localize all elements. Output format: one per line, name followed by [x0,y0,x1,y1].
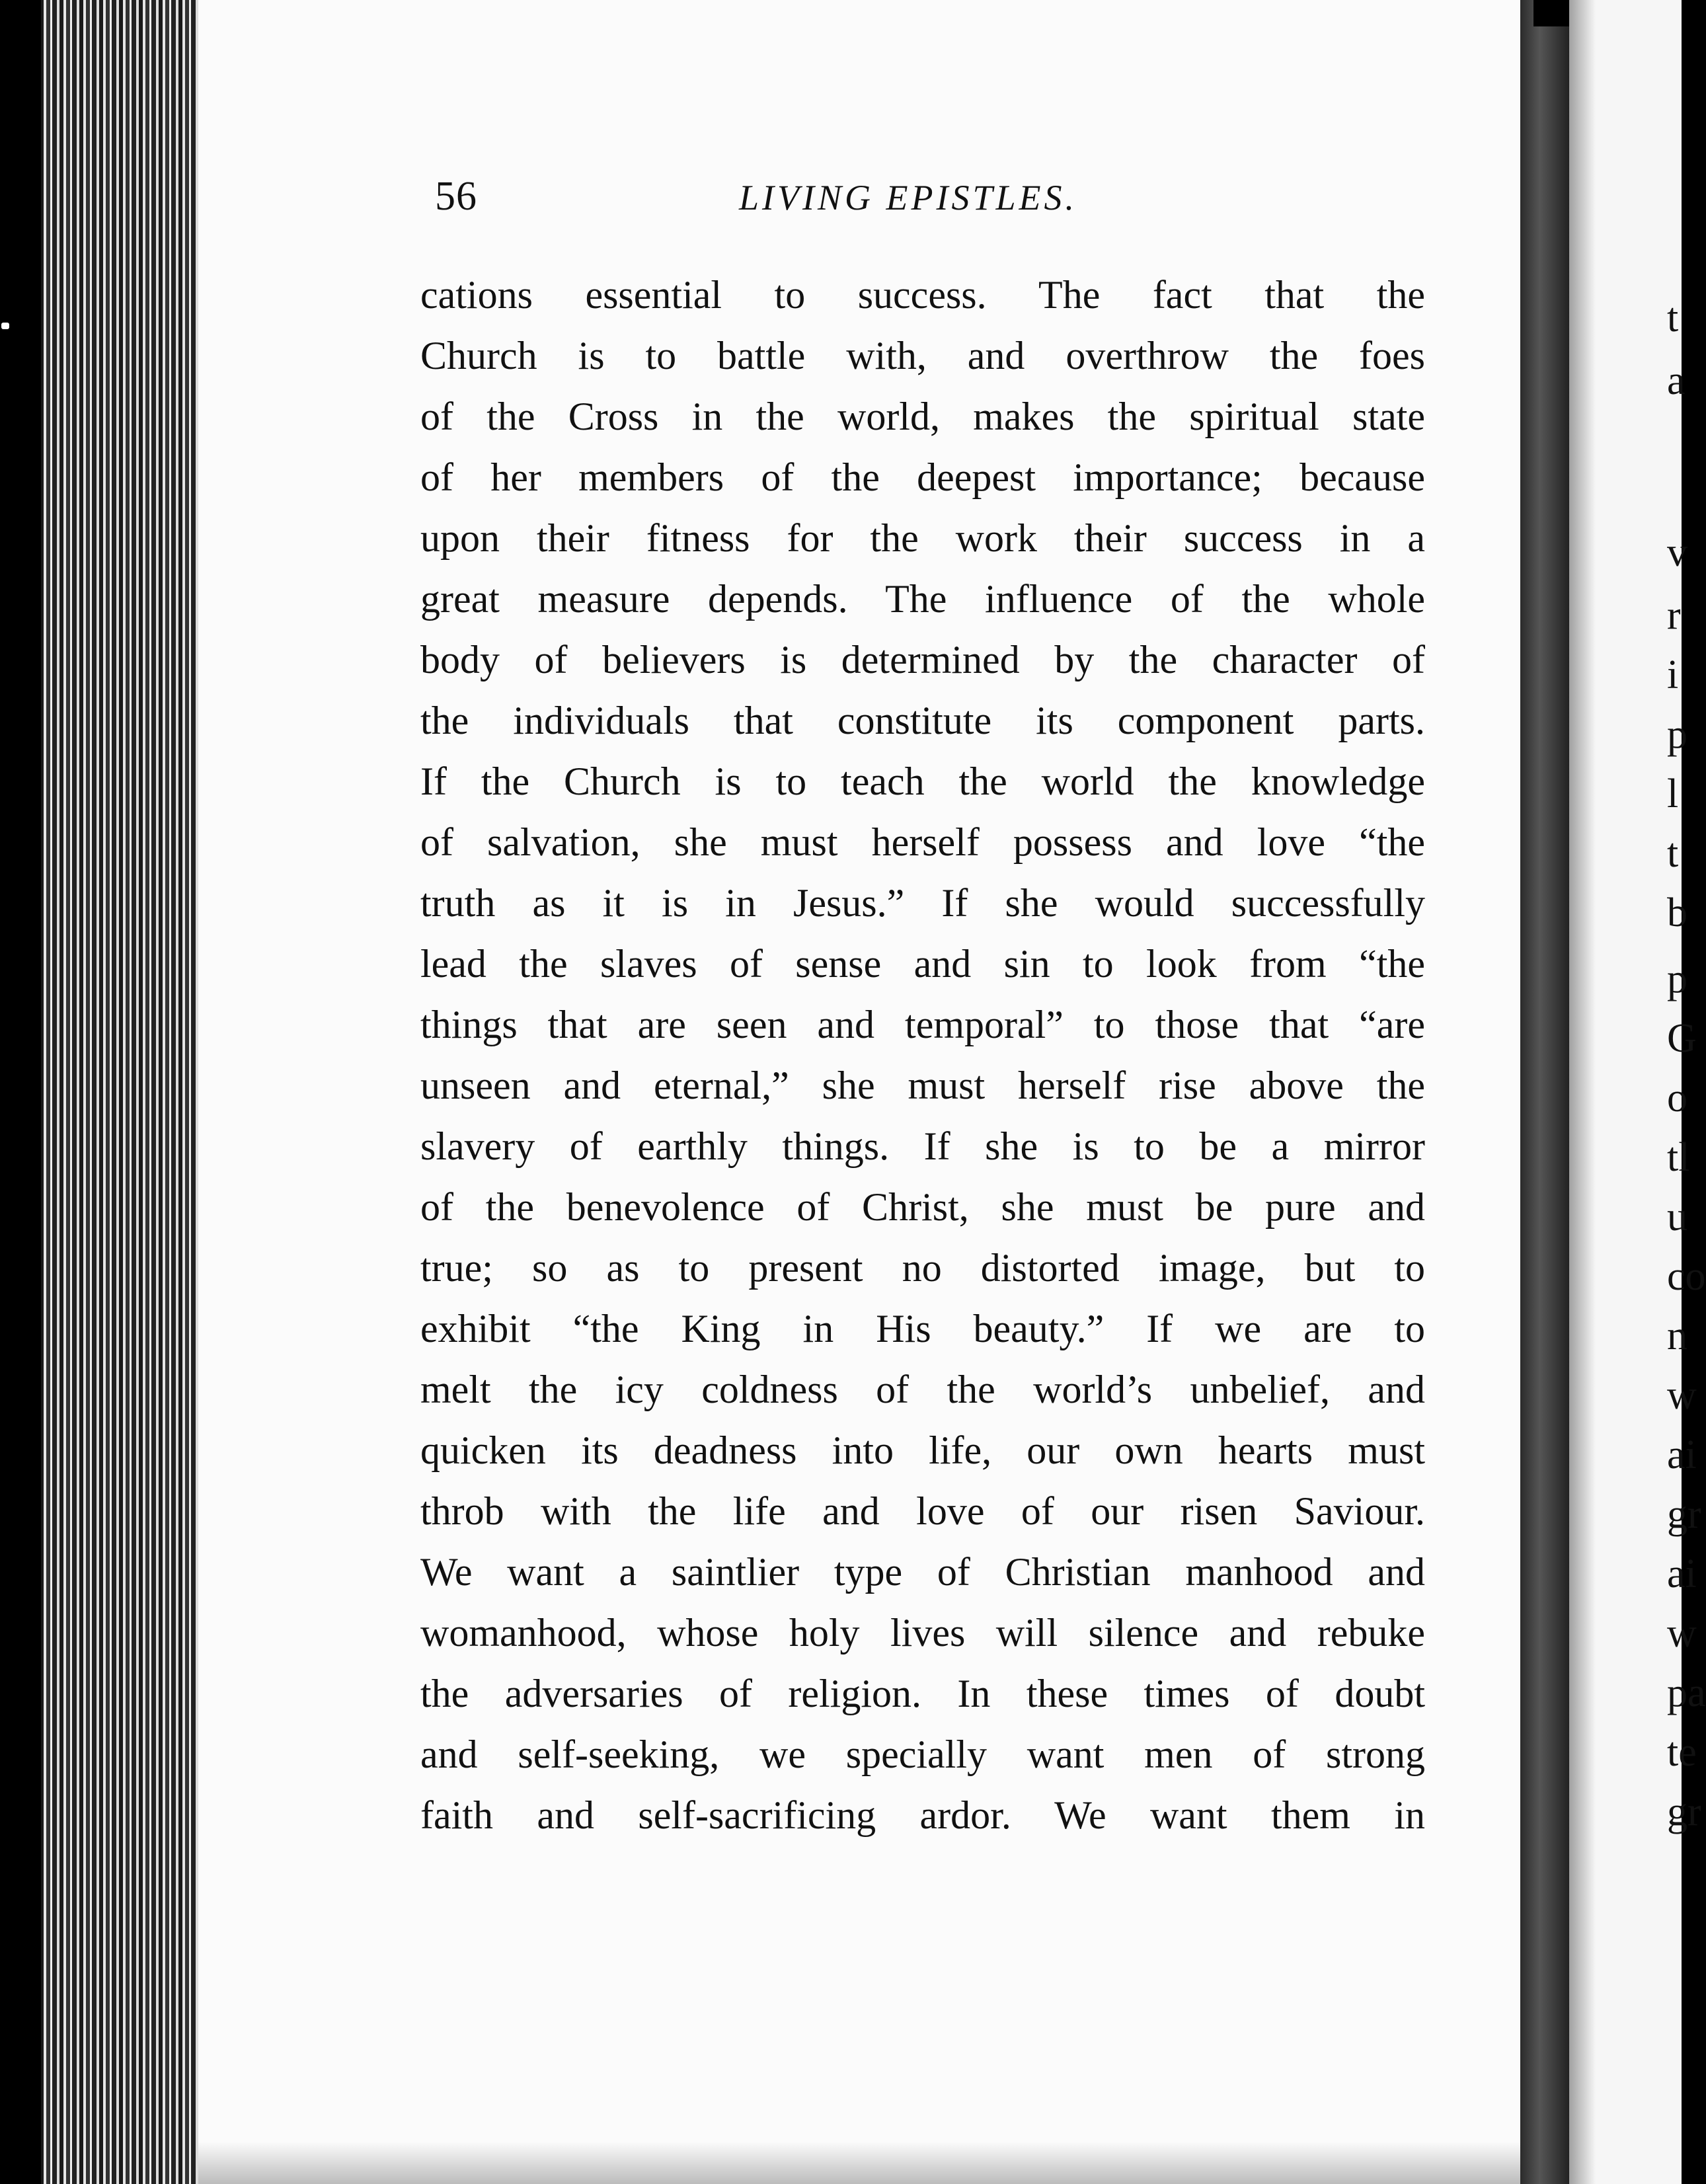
text-line: We want a saintlier type of Christian manhood and [420,1550,1425,1594]
text-line: unseen and eternal,” she must herself rise above the [420,1064,1425,1107]
text-line: and self-seeking, we specially want men of strong [420,1733,1425,1776]
facing-page-fragment: p [1667,956,1687,1001]
text-line: of the Cross in the world, makes the spiritual state [420,395,1425,438]
facing-page-fragment: u [1667,1194,1687,1239]
facing-page-fragment: gr [1667,1789,1701,1834]
facing-page-fragment: G [1667,1016,1697,1061]
text-line: slavery of earthly things. If she is to be a mirror [420,1124,1425,1168]
facing-page-fragment: gr [1667,1492,1701,1537]
scan-speck [1,323,9,329]
book-gutter [1520,0,1569,2184]
facing-page-fragment: te [1667,1730,1697,1775]
book-page-edges [0,0,212,2184]
text-line: body of believers is determined by the character of [420,638,1425,682]
facing-page-fragment: i [1667,652,1679,697]
facing-page-fragment: ai [1667,1432,1697,1477]
facing-page-fragment: t [1667,831,1679,876]
gutter-top-shadow [1533,0,1569,26]
facing-page-fragment: tl [1667,1135,1690,1180]
text-line: of the benevolence of Christ, she must be pure and [420,1185,1425,1229]
text-line: of salvation, she must herself possess and love “the [420,820,1425,864]
facing-page-fragment: w [1667,1611,1697,1656]
text-line: the adversaries of religion. In these times of doubt [420,1672,1425,1715]
facing-page-fragment: ai [1667,1551,1697,1596]
facing-page-fragment: t [1667,295,1679,340]
text-line: Church is to battle with, and overthrow the foes [420,334,1425,377]
text-line: throb with the life and love of our risen Saviour. [420,1489,1425,1533]
facing-page-fragment: a [1667,358,1686,403]
text-line: lead the slaves of sense and sin to look from “the [420,942,1425,986]
text-line: the individuals that constitute its component parts. [420,699,1425,742]
running-title: LIVING EPISTLES. [739,178,1077,217]
text-line: of her members of the deepest importance; because [420,455,1425,499]
facing-page-edge [1569,0,1706,2184]
facing-page-fragment: pa [1667,1670,1706,1715]
facing-page-fragment: v [1667,530,1687,575]
text-line: things that are seen and temporal” to those that “are [420,1003,1425,1046]
text-line: melt the icy coldness of the world’s unbelief, and [420,1368,1425,1411]
facing-page-shade [1569,0,1596,2184]
text-line: womanhood, whose holy lives will silence and rebuke [420,1611,1425,1655]
text-line: upon their fitness for the work their success in a [420,516,1425,560]
text-line: quicken its deadness into life, our own hearts must [420,1428,1425,1472]
text-line: exhibit “the King in His beauty.” If we are to [420,1307,1425,1350]
text-line: cations essential to success. The fact that the [420,273,1425,317]
facing-page-fragment: b [1667,890,1687,935]
page-bottom-shadow [198,2142,1527,2184]
facing-page-fragment: l [1667,771,1679,816]
text-line: faith and self-sacrificing ardor. We want them in [420,1793,1425,1837]
facing-page-fragment: p [1667,712,1687,757]
facing-page-fragment: o [1667,1075,1687,1120]
facing-page-fragment: w [1667,1373,1697,1418]
facing-page-fragment: r [1667,593,1681,638]
text-line: If the Church is to teach the world the knowledge [420,760,1425,803]
page-number: 56 [435,174,477,219]
facing-page-fragment: n [1667,1313,1687,1358]
facing-page-fragment: co [1667,1254,1706,1299]
text-line: great measure depends. The influence of the whole [420,577,1425,621]
body-text [420,264,1425,1846]
text-line: truth as it is in Jesus.” If she would successfully [420,881,1425,925]
text-line: true; so as to present no distorted image, but to [420,1246,1425,1290]
page-header [435,173,1149,226]
